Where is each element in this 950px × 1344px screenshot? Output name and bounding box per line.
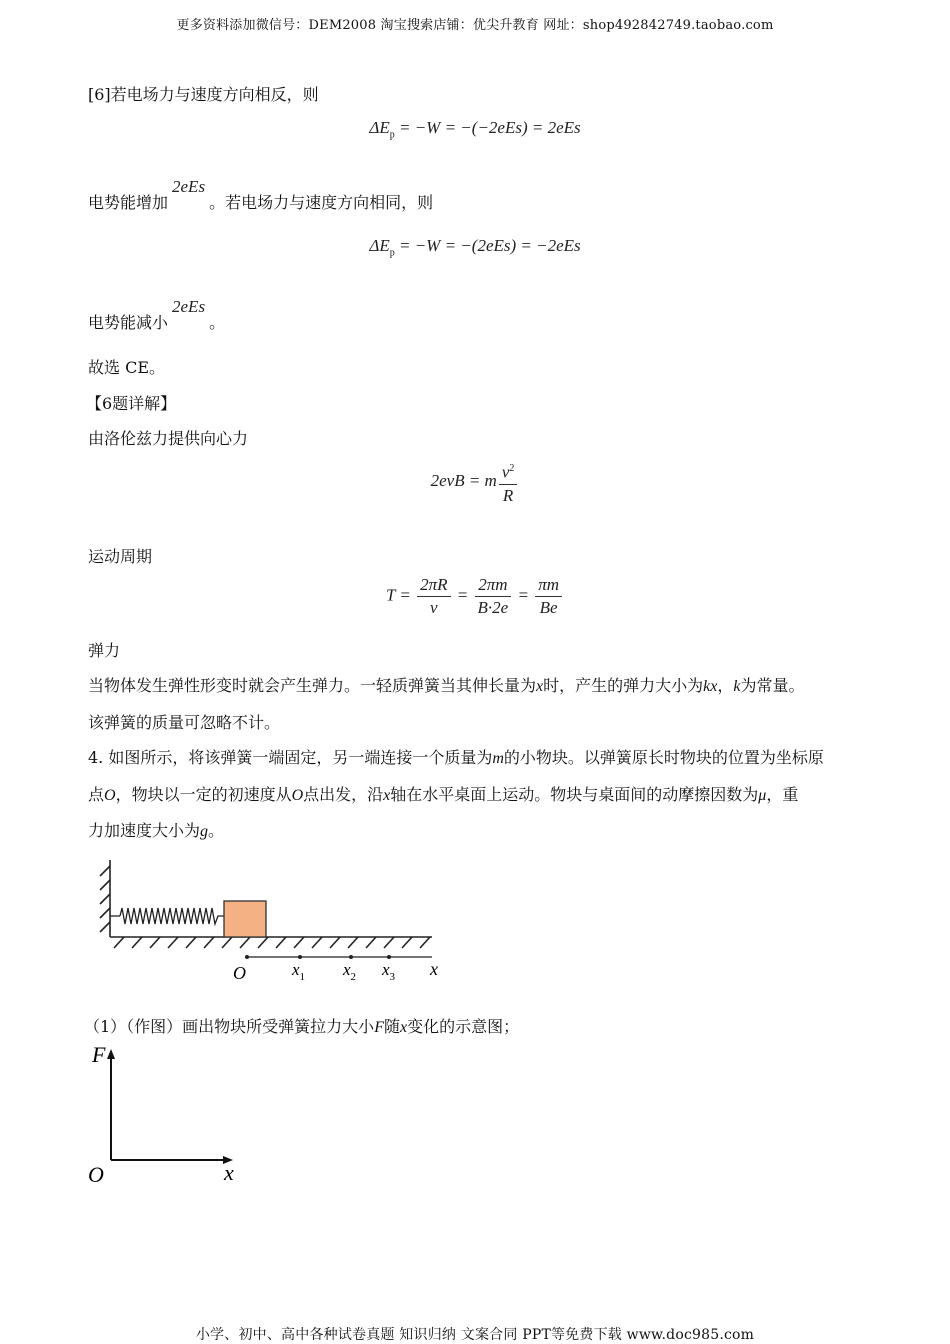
f-axis-label: F (92, 1042, 106, 1067)
spring (110, 908, 224, 924)
equation-potential-increase: $\Delta E_p = -W = -(-2eEs) = 2eEs$ (369, 118, 581, 141)
spring-paragraph-1: 当物体发生弹性形变时就会产生弹力。一轻质弹簧当其伸长量为x时，产生的弹力大小为kx，k为常量。 (88, 676, 805, 695)
equation-potential-decrease: $\Delta E_p = -W = -(2eEs) = -2eEs$ (369, 236, 581, 259)
s6-answer: 故选 CE。 (88, 358, 166, 377)
diagram-axis-label: x (430, 959, 438, 979)
origin-dot (245, 955, 249, 959)
graph-origin-label: O (88, 1162, 104, 1187)
s6-decrease-line: 电势能减小2eEs。 (88, 297, 226, 332)
x3-label: $x_3$ (382, 960, 396, 983)
s6-intro: [6]若电场力与速度方向相反，则 (88, 85, 319, 104)
spring-block-diagram (90, 850, 460, 990)
s6-increase-line: 电势能增加2eEs。若电场力与速度方向相同，则 (88, 177, 434, 212)
decrease-value: 2eEs (172, 297, 206, 316)
spring-paragraph-2: 该弹簧的质量可忽略不计。 (88, 713, 281, 732)
q4-line-1: 4. 如图所示，将该弹簧一端固定，另一端连接一个质量为m的小物块。以弹簧原长时物块的位置为坐标原 (88, 748, 824, 767)
increase-value: 2eEs (172, 177, 206, 196)
q4-line-3: 力加速度大小为g。 (88, 821, 225, 840)
equation-lorentz: 2evB = m $\frac{v^2}{R}$ (0, 458, 950, 507)
equation-period: T = $\frac{2\pi R}{v}$ = $\frac{2\pi m}{B\cdot 2e}$ = $\frac{\pi m}{Be}$ (0, 574, 950, 619)
x2-label: $x_2$ (343, 960, 357, 983)
fraction-v2-over-R: $\frac{v^2}{R}$ (499, 458, 518, 507)
page-footer: 小学、初中、高中各种试卷真题 知识归纳 文案合同 PPT等免费下载 www.doc985.com (195, 1327, 755, 1343)
spring-heading: 弹力 (88, 641, 121, 660)
x-axis-label: x (224, 1160, 234, 1185)
floor (110, 937, 432, 948)
diagram-origin-label: O (233, 963, 246, 983)
wall (100, 860, 110, 937)
part1-prompt: （1）（作图）画出物块所受弹簧拉力大小F随x变化的示意图； (84, 1017, 520, 1036)
f-x-axes (84, 1040, 254, 1190)
x1-label: $x_1$ (292, 960, 306, 983)
block (224, 901, 266, 937)
page-header: 更多资料添加微信号：DEM2008 淘宝搜索店铺：优尖升教育 网址：shop492842749.taobao.com (176, 18, 774, 33)
x1-dot (298, 955, 302, 959)
q4-line-2: 点O，物块以一定的初速度从O点出发，沿x轴在水平桌面上运动。物块与桌面间的动摩擦因数为μ，重 (88, 785, 799, 804)
x3-dot (387, 955, 391, 959)
q6-title: 【6题详解】 (86, 394, 177, 413)
q6-lorentz-text: 由洛伦兹力提供向心力 (88, 429, 249, 448)
x2-dot (349, 955, 353, 959)
q6-period-text: 运动周期 (88, 547, 153, 566)
